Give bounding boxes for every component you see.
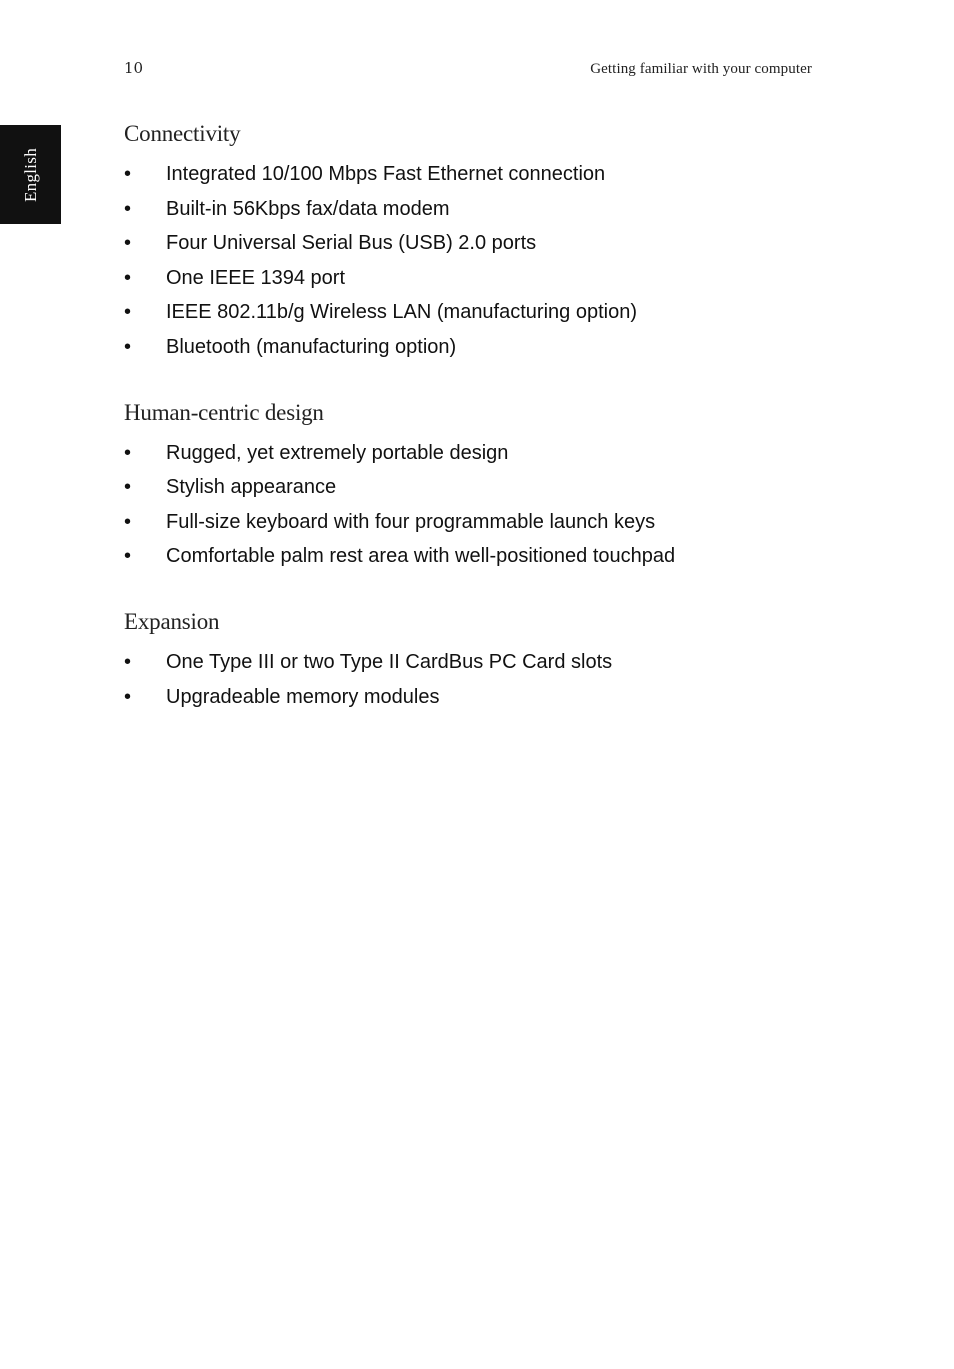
section-expansion	[124, 606, 824, 714]
list-item-text: IEEE 802.11b/g Wireless LAN (manufacturing option)	[166, 301, 637, 324]
list-item	[124, 261, 824, 296]
list-item-text: Rugged, yet extremely portable design	[166, 441, 509, 464]
section-human-centric-design	[124, 397, 824, 574]
list-item-text: Four Universal Serial Bus (USB) 2.0 ports	[166, 232, 537, 255]
bullet-icon: •	[124, 476, 132, 499]
section-connectivity	[124, 118, 824, 365]
language-tab-label: English	[20, 147, 40, 202]
bullet-icon: •	[124, 197, 132, 220]
bullet-icon: •	[124, 301, 132, 324]
list-item-text: Full-size keyboard with four programmable launch keys	[166, 510, 656, 533]
list-item-text: One Type III or two Type II CardBus PC Card slots	[166, 650, 613, 673]
bullet-icon: •	[124, 510, 132, 533]
list-item	[124, 645, 824, 680]
bullet-icon: •	[124, 685, 132, 708]
bullet-icon: •	[124, 335, 132, 358]
language-tab	[0, 125, 61, 224]
list-item-text: Upgradeable memory modules	[166, 685, 440, 708]
section-heading: Human-centric design	[124, 399, 324, 425]
bullet-icon: •	[124, 163, 132, 185]
section-heading: Expansion	[124, 608, 220, 634]
page-content	[124, 118, 824, 746]
list-item	[124, 226, 824, 261]
list-item-text: Built-in 56Kbps fax/data modem	[166, 197, 450, 220]
list-item	[124, 436, 824, 471]
bullet-list	[124, 645, 824, 714]
list-item	[124, 539, 824, 574]
bullet-list	[124, 157, 824, 365]
list-item	[124, 470, 824, 505]
bullet-icon: •	[124, 232, 132, 255]
list-item	[124, 330, 824, 365]
running-header-title: Getting familiar with your computer	[590, 61, 812, 77]
list-item-text: Stylish appearance	[166, 476, 337, 499]
list-item	[124, 680, 824, 715]
bullet-icon: •	[124, 545, 132, 568]
bullet-list	[124, 436, 824, 574]
list-item-text: One IEEE 1394 port	[166, 266, 346, 289]
bullet-icon: •	[124, 650, 132, 673]
bullet-icon: •	[124, 441, 132, 464]
list-item-text: Integrated 10/100 Mbps Fast Ethernet connection	[166, 163, 606, 185]
bullet-icon: •	[124, 266, 132, 289]
list-item-text: Bluetooth (manufacturing option)	[166, 335, 457, 358]
list-item	[124, 192, 824, 227]
page-number: 10	[124, 59, 144, 77]
list-item	[124, 157, 824, 192]
list-item-text: Comfortable palm rest area with well-positioned touchpad	[166, 545, 676, 568]
section-heading: Connectivity	[124, 121, 241, 146]
list-item	[124, 505, 824, 540]
list-item	[124, 295, 824, 330]
